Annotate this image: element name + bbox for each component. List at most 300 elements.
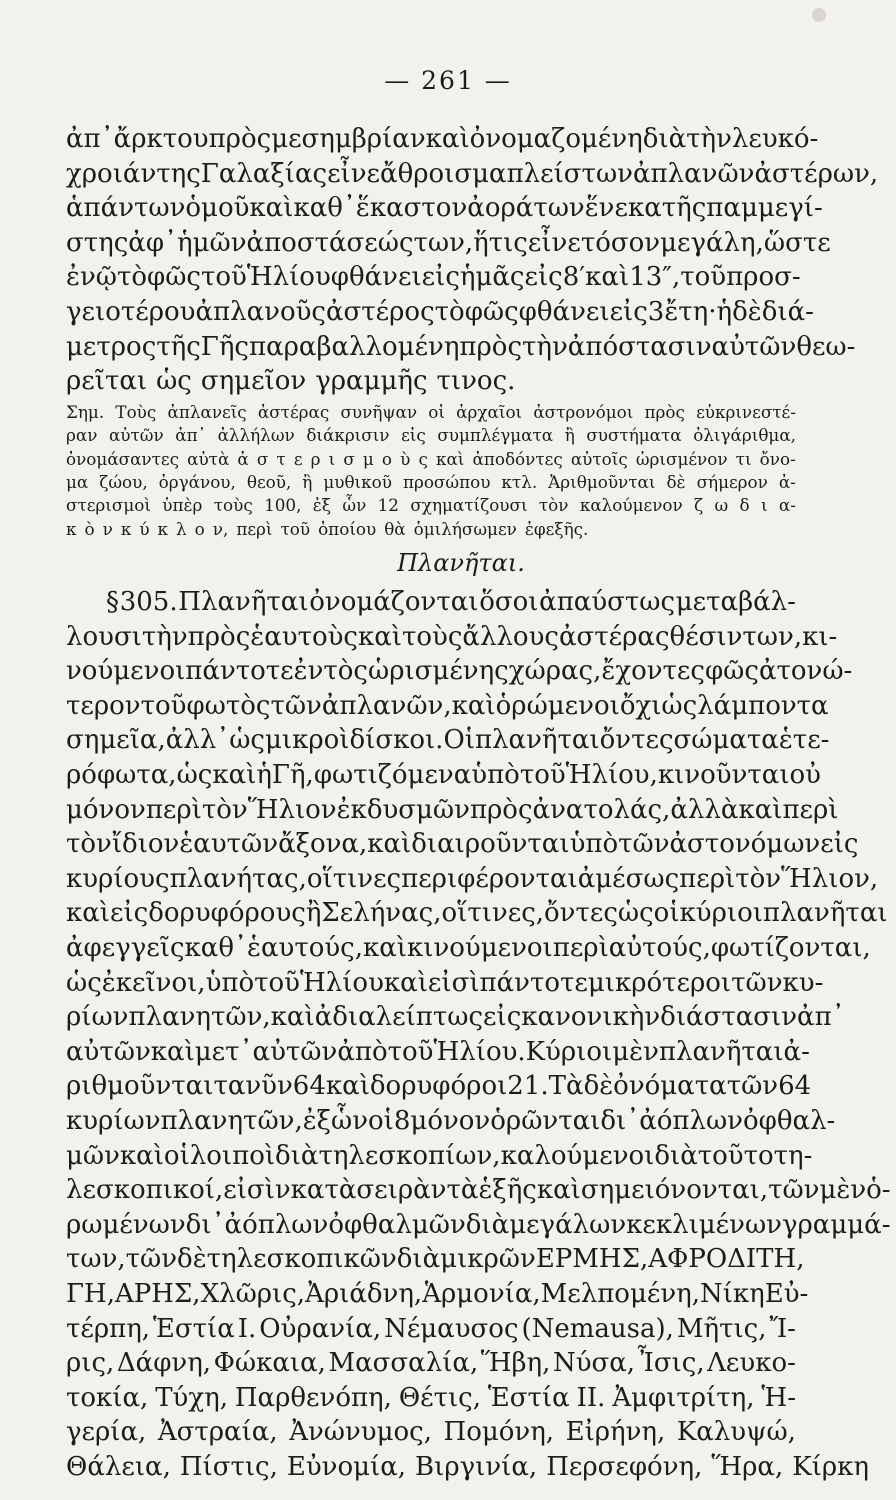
text-line — [66, 1000, 845, 1035]
word: ἀπ᾽ — [175, 425, 206, 446]
word: σημειόνονται, — [580, 1175, 769, 1206]
word: ο — [194, 518, 205, 539]
word: 64 — [292, 1071, 326, 1102]
word: περιφέρονται — [401, 863, 578, 894]
word: πλανῆται — [658, 1036, 784, 1067]
word: Εἰρήνη, — [565, 1417, 666, 1448]
word: τοῦ — [680, 262, 727, 293]
word: ἄρκτου — [113, 124, 209, 154]
word: τῶν — [726, 1071, 779, 1102]
word: καὶ — [358, 621, 403, 652]
word: ἀρχαῖοι — [456, 401, 523, 422]
word: δὲ — [732, 296, 762, 327]
word: ἀποδόντες — [472, 448, 563, 469]
text-line — [66, 1173, 891, 1208]
word: ἡ — [716, 296, 733, 327]
word: Ἁρμονία, — [422, 1278, 541, 1309]
word: Τὰ — [548, 1071, 584, 1102]
word: α- — [778, 495, 796, 516]
word: των, — [66, 1244, 126, 1275]
word: ν — [102, 518, 113, 539]
word: συστήματα — [586, 425, 682, 446]
word: σημεῖα, — [66, 725, 166, 756]
word: ὧν — [342, 495, 367, 516]
word: τῆς — [661, 193, 707, 224]
word: Ἀστραία, — [157, 1417, 278, 1448]
word: διά- — [761, 296, 814, 327]
word: κινούμενοι — [407, 933, 553, 964]
word: Κίρκη — [792, 1451, 869, 1482]
word: τερον — [66, 690, 141, 721]
text-line — [66, 295, 814, 330]
word: προσ- — [726, 262, 801, 293]
text-line — [66, 1242, 805, 1277]
word: Οὐρανία, — [259, 1313, 382, 1344]
text-line — [66, 157, 879, 192]
word: ρόφωτα, — [66, 760, 177, 791]
word: ὀνομαζομένη — [469, 124, 643, 154]
word: πρὸς — [644, 401, 685, 422]
word: § — [106, 587, 119, 618]
word: σημεῖον — [200, 366, 307, 397]
word: ὡς — [66, 967, 102, 998]
page-body — [66, 122, 891, 1485]
word: ἥτις — [473, 227, 528, 258]
word: τέρπη, — [66, 1313, 151, 1344]
word: ὡρισμένης — [368, 656, 509, 687]
word: διάκρισιν — [306, 425, 390, 446]
word: ἑτε- — [778, 725, 830, 756]
text-line — [66, 758, 821, 793]
word: τοῦ — [387, 1036, 434, 1067]
word: κι- — [802, 621, 838, 652]
word: ὀνομάσαντες — [66, 448, 180, 469]
word: 3 — [647, 296, 665, 327]
word: φθάνει — [330, 262, 422, 293]
word: μεγάλων — [509, 1209, 627, 1240]
text-line — [66, 1069, 812, 1104]
word: ἑξῆς — [478, 1175, 537, 1206]
word: Πλανῆται — [178, 587, 309, 618]
text-line — [66, 364, 796, 399]
text-line — [66, 793, 839, 828]
word: πρὸς — [459, 331, 523, 362]
word: τοκία, — [66, 1382, 149, 1413]
word: στης — [66, 227, 129, 258]
word: Ἡ- — [761, 1382, 796, 1413]
word: σ — [343, 448, 355, 469]
word: κύριοι — [679, 898, 763, 929]
word: ἀπαύστως — [539, 587, 676, 618]
word: ὡς — [661, 690, 698, 721]
word: Πομόνη, — [443, 1417, 555, 1448]
word: ἀστέρας — [257, 401, 330, 422]
text-line — [66, 723, 830, 758]
word: μὲν — [819, 1175, 867, 1206]
word: τοῦ — [280, 518, 311, 539]
text-line — [66, 401, 796, 424]
word: κατὰ — [290, 1175, 357, 1206]
word: ὁμοῦ — [185, 193, 250, 224]
word: διάστασιν — [660, 1002, 798, 1033]
word: εἶνε — [327, 158, 381, 189]
word: Φώκαια, — [213, 1348, 326, 1379]
word: ὡρισμένον — [635, 448, 728, 469]
word: Γῆ, — [271, 760, 314, 791]
word: καὶ — [383, 967, 428, 998]
word: Νέμαυσος — [384, 1313, 519, 1344]
word: πλανῆται — [474, 725, 600, 756]
word: μεσημβρίαν — [271, 124, 426, 154]
word: Περσεφόνη, — [546, 1451, 703, 1482]
word: ὡς — [156, 366, 192, 397]
word: πλείστων — [506, 158, 633, 189]
word: εἰσὶν — [223, 1175, 291, 1206]
word: τι — [735, 448, 752, 469]
word: εἰς — [820, 829, 859, 860]
word: τῶν — [768, 1175, 820, 1206]
word: Βιργινία, — [415, 1451, 538, 1482]
word: πρὸς — [208, 124, 272, 154]
word: μικρῶν — [440, 1244, 536, 1275]
word: ι — [328, 448, 336, 469]
word: δι᾽ — [600, 1106, 640, 1136]
word: ς — [418, 448, 428, 469]
word: καὶ — [66, 898, 111, 929]
word: γερία, — [66, 1417, 147, 1448]
word: φωτὸς — [186, 690, 271, 721]
word: Θάλεια, — [66, 1451, 171, 1482]
word: οἱ — [368, 1106, 394, 1136]
word: Σημ. — [66, 401, 105, 422]
word: μὲν — [612, 1036, 659, 1067]
text-line — [66, 122, 819, 157]
word: 100, — [264, 495, 302, 516]
word: Ἡλίου, — [565, 760, 658, 791]
word: ἐξ — [312, 495, 332, 516]
word: 21. — [507, 1071, 549, 1102]
word: ΙΙ. — [576, 1382, 606, 1413]
word: δυσμῶν — [366, 794, 470, 825]
word: περὶ — [145, 794, 202, 825]
word: καὶ — [367, 829, 412, 860]
word: οἵτινες, — [441, 898, 545, 929]
word: Παρθενόπη, — [234, 1382, 392, 1413]
word: δὲ — [583, 1071, 614, 1102]
word: δὲ — [177, 1244, 207, 1275]
word: καὶ — [585, 262, 630, 293]
word: κινοῦνται — [657, 760, 790, 791]
word: Γαλαξίας — [200, 158, 328, 189]
word: εἰς — [401, 425, 426, 446]
word: καὶ — [212, 760, 257, 791]
word: ὡς — [176, 760, 213, 791]
word: μικρότεροι — [587, 967, 732, 998]
word: θὰ — [384, 518, 406, 539]
word: 305. — [119, 587, 178, 618]
word: κυ- — [782, 967, 824, 998]
word: ὄντες — [599, 725, 674, 756]
word: ἢ — [564, 425, 575, 446]
word: διὰ — [465, 1209, 510, 1240]
word: ὀφθαλ- — [743, 1106, 836, 1136]
word: τ — [276, 448, 286, 469]
word: Οἱ — [443, 725, 475, 756]
word: ἀστέρος — [325, 296, 435, 327]
word: αὐτῶν — [66, 1036, 151, 1067]
text-line — [66, 471, 796, 494]
word: ἄθροισμα — [380, 158, 507, 189]
word: ρεῖται — [66, 366, 148, 397]
word: Τύχη, — [155, 1382, 228, 1413]
text-line — [66, 896, 888, 931]
word: φωτίζονται, — [710, 933, 871, 964]
word: τῶν — [125, 1244, 178, 1275]
word: οὐ — [789, 760, 821, 791]
word: ἄλλους — [462, 621, 559, 652]
word: τὸν — [66, 829, 112, 860]
text-line — [66, 1415, 796, 1450]
word: Γῆς — [200, 331, 249, 362]
text-line — [66, 1381, 796, 1416]
word: μετρος — [66, 331, 157, 362]
word: φωτιζόμενα — [313, 760, 472, 791]
word: των, — [413, 227, 474, 258]
word: σώματα — [673, 725, 779, 756]
word: καὶ — [249, 193, 294, 224]
word: τῶν — [731, 967, 783, 998]
word: τὰ — [446, 1175, 479, 1206]
word: θέσιν — [669, 621, 743, 652]
word: καὶ — [363, 933, 408, 964]
word: εἶνε — [527, 227, 581, 258]
word: μόνον — [410, 1106, 491, 1136]
text-line — [66, 689, 829, 724]
word: δορυφόρους — [148, 898, 306, 929]
word: κτλ. — [501, 471, 538, 492]
word: καθ᾽ — [184, 933, 248, 964]
word: κ — [157, 518, 169, 539]
word: ἀόπλων — [639, 1106, 743, 1136]
word: περὶ — [236, 518, 273, 539]
word: ἀστρονόμοι — [533, 401, 634, 422]
word: ἑαυτοὺς — [250, 621, 358, 652]
word: ἐντὸς — [293, 656, 368, 687]
word: ὺ — [400, 448, 411, 469]
word: εἰς — [110, 898, 149, 929]
word: φθάνει — [518, 296, 610, 327]
word: Ἥβη, — [480, 1348, 551, 1379]
word: πλανήτας, — [169, 863, 307, 894]
text-line — [66, 191, 823, 226]
word: Ἑστία — [487, 1382, 570, 1413]
word: ραν — [66, 425, 98, 446]
word: ὀλιγάριθμα, — [693, 425, 796, 446]
word: τοῦ — [140, 690, 187, 721]
text-line — [66, 620, 838, 655]
word: γραμμά- — [781, 1209, 891, 1240]
word: ἐνῷ — [66, 262, 117, 293]
word: διὰ — [396, 1244, 441, 1275]
word: συνῆψαν — [340, 401, 418, 422]
word: διὰ — [642, 124, 687, 154]
word: ἀποστάσεώς — [246, 227, 414, 258]
word: ε — [293, 448, 303, 469]
word: καλούμενον — [579, 495, 683, 516]
word: ὀνόματα — [613, 1071, 727, 1102]
word: Ἀριθμοῦνται — [548, 471, 656, 492]
word: Ἑστία — [153, 1313, 235, 1344]
word: ὡς — [229, 725, 265, 756]
word: Ι. — [237, 1313, 257, 1344]
word: τὴν — [686, 124, 732, 154]
word: λοιποὶ — [189, 1140, 276, 1171]
word: ο — [381, 448, 393, 469]
word: ἕκαστον — [355, 193, 468, 224]
text-line — [66, 827, 859, 862]
word: ΑΦΡΟΔΙΤΗ, — [648, 1244, 805, 1275]
word: 8′ — [562, 262, 586, 293]
word: αὐτῶν — [711, 331, 797, 362]
word: Ἥλιον — [247, 794, 337, 825]
word: 12 — [377, 495, 399, 516]
word: ἀνατολάς, — [532, 794, 671, 825]
text-line — [66, 1208, 891, 1243]
word: δ — [739, 495, 750, 516]
text-line — [66, 931, 871, 966]
word: δὲ — [666, 471, 686, 492]
word: πάντοτε — [479, 967, 588, 998]
word: Ἡλίου. — [433, 1036, 526, 1067]
word: ἀλλήλων — [217, 425, 295, 446]
word: ὁ- — [866, 1175, 891, 1206]
page-number: — 261 — — [384, 66, 512, 95]
word: ἐκ — [336, 794, 367, 825]
word: ὑπὲρ — [162, 495, 203, 516]
text-line — [66, 1450, 869, 1485]
word: λ — [176, 518, 187, 539]
word: εἰς — [609, 296, 648, 327]
word: ἕνεκα — [584, 193, 662, 224]
word: Νίκη — [699, 1278, 765, 1309]
word: 8 — [393, 1106, 411, 1136]
word: καθ᾽ — [293, 193, 356, 224]
word: δι᾽ — [185, 1209, 225, 1240]
word: διαιροῦνται — [411, 829, 570, 860]
word: Κύριοι — [525, 1036, 613, 1067]
word: αὐτῶν — [108, 425, 164, 446]
word: Πίστις, — [179, 1451, 278, 1482]
word: ἁπάντων — [66, 193, 186, 224]
word: της — [156, 158, 201, 189]
word: ΓΗ, — [66, 1278, 115, 1309]
word: ρις, — [66, 1348, 115, 1379]
word: τὸν — [735, 863, 782, 894]
word: ὄντες — [544, 898, 618, 929]
word: ΕΡΜΗΣ, — [535, 1244, 649, 1275]
word: φῶς — [147, 262, 201, 293]
word: τὸ — [116, 262, 148, 293]
word: ὡς — [617, 898, 654, 929]
word: Τοὺς — [115, 401, 157, 422]
word: ἴδιον — [111, 829, 180, 860]
word: ὁποίου — [318, 518, 377, 539]
word: τηλεσκοπικῶν — [206, 1244, 397, 1275]
word: μεταβάλ- — [675, 587, 796, 618]
word: ἐκεῖνοι, — [101, 967, 206, 998]
word: Χλῶρις, — [200, 1278, 306, 1309]
word: κεκλιμένων — [626, 1209, 782, 1240]
word: Ἥρα, — [711, 1451, 784, 1482]
word: αὐτοῖς — [570, 448, 628, 469]
word: κ — [66, 518, 77, 539]
word: ζ — [694, 495, 704, 516]
section-heading: Πλανῆται. — [397, 549, 525, 578]
word: λεσκοπικοί, — [66, 1175, 224, 1206]
word: καὶ — [425, 124, 470, 154]
word: αὐτούς, — [608, 933, 711, 964]
word: ἀόπλων — [224, 1209, 329, 1240]
word: τοὺς — [402, 621, 463, 652]
word: Καλυψώ, — [676, 1417, 796, 1448]
word: ὀνομάζονται — [309, 587, 479, 618]
word: ύ — [139, 518, 150, 539]
word: ρωμένων — [66, 1209, 186, 1240]
word: ζώου, — [99, 471, 148, 492]
word: λάμποντα — [697, 690, 829, 721]
word: ἀπὸ — [337, 1036, 388, 1067]
word: ἀμέσως — [577, 863, 680, 894]
word: ἀπλανοῦς — [195, 296, 326, 327]
word: ἢ — [302, 471, 313, 492]
word: ὄχι — [619, 690, 662, 721]
paragraph-planets — [66, 585, 891, 1484]
word: ὁρώμενοι — [495, 690, 620, 721]
word: ἐξ — [302, 1106, 331, 1136]
word: μετ᾽ — [194, 1036, 253, 1067]
word: ὑπὸ — [471, 760, 520, 791]
word: ρ — [310, 448, 321, 469]
word: παμμεγί- — [706, 193, 823, 224]
text-line — [66, 260, 801, 295]
word: ἀδιαλείπτως — [314, 1002, 484, 1033]
word: τόσον — [580, 227, 661, 258]
word: καὶ — [325, 1071, 370, 1102]
word: ἡμῶν — [177, 227, 247, 258]
word: ἀλλ᾽ — [165, 725, 230, 756]
text-line — [66, 1104, 836, 1139]
word: Νύσα, — [552, 1348, 636, 1379]
text-line — [66, 862, 879, 897]
word: ἑαυτῶν — [179, 829, 279, 860]
word: Μελπομένη, — [540, 1278, 700, 1309]
text-line — [66, 1035, 810, 1070]
word: ἀφ᾽ — [128, 227, 178, 258]
word: ἡμᾶς — [459, 262, 525, 293]
word: μα — [66, 471, 89, 492]
word: ὁρῶνται — [490, 1106, 601, 1136]
text-line — [66, 966, 824, 1001]
text-line — [66, 1312, 796, 1347]
word: Ἥλιον, — [781, 863, 879, 894]
word: Ἡλίου — [246, 262, 331, 293]
word: τοὺς — [213, 495, 253, 516]
word: πλανητῶν, — [128, 1002, 271, 1033]
word: ἀπόστασιν — [567, 331, 712, 362]
word: πλανῆται — [762, 898, 888, 929]
word: εἰς — [524, 262, 563, 293]
word: μικροὶ — [265, 725, 350, 756]
